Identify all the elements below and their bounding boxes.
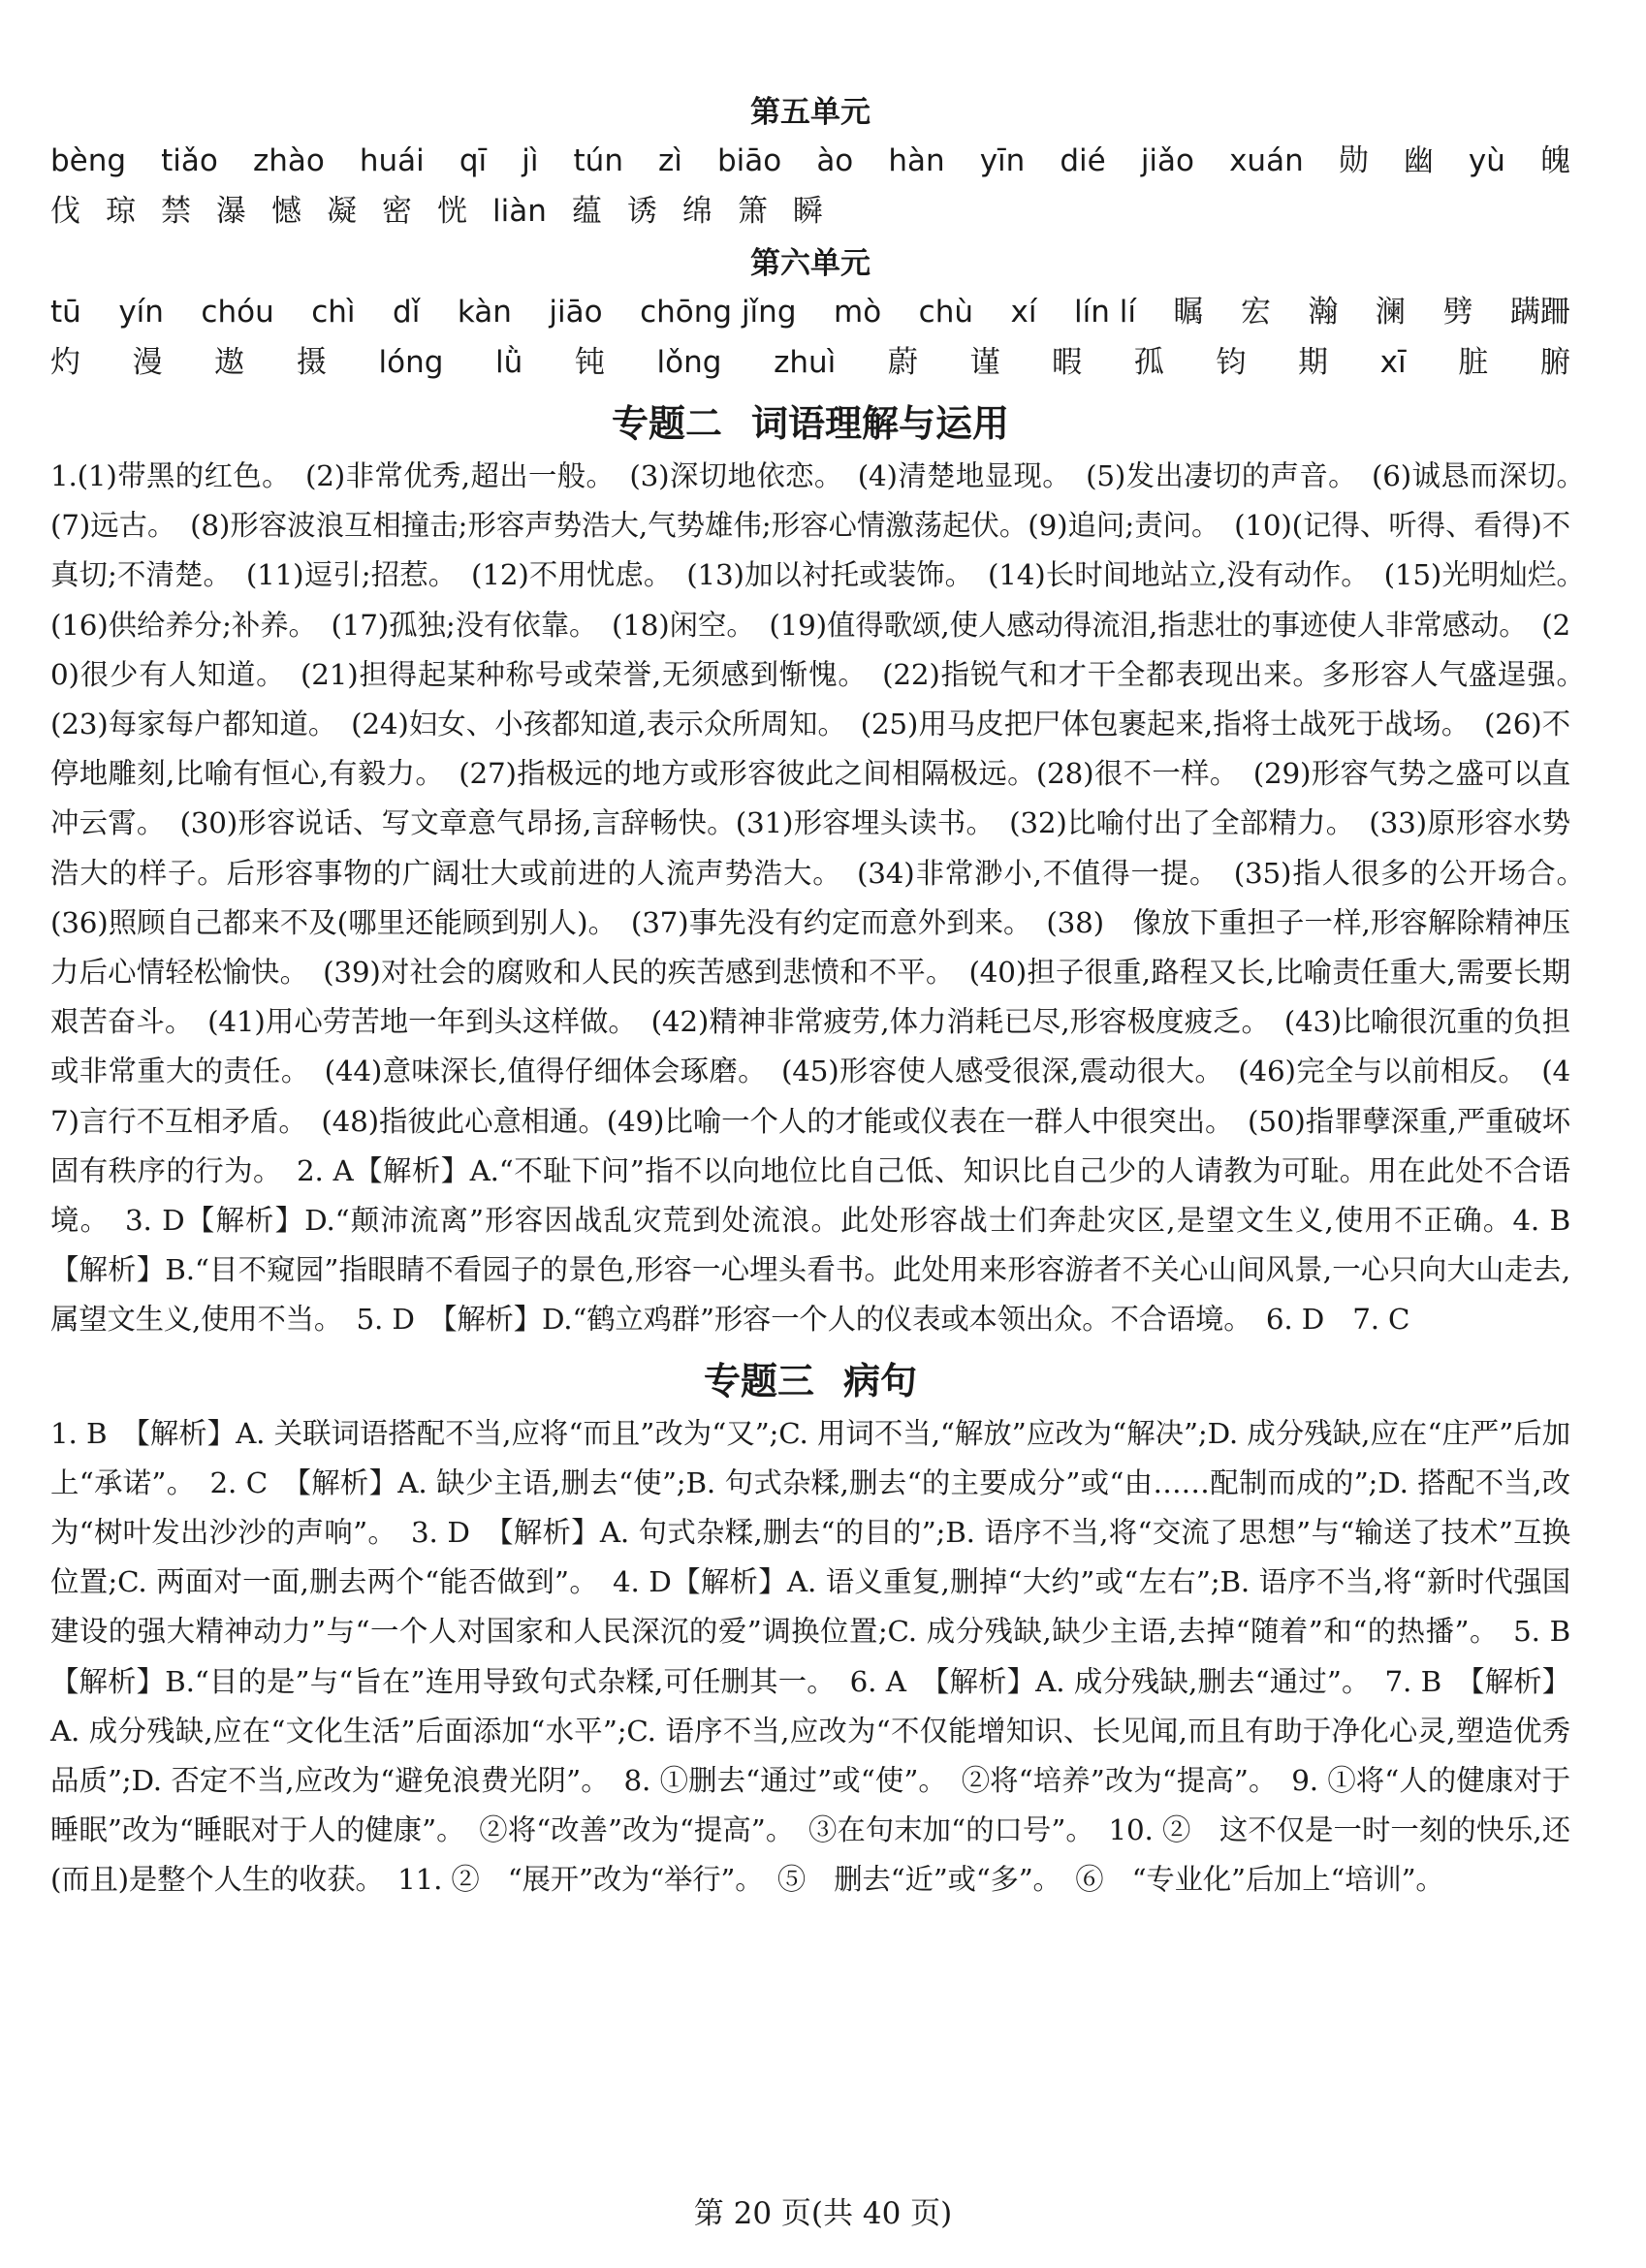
answer-word: 蕴 <box>571 194 602 229</box>
topic3-title-number: 专题三 <box>703 1358 814 1402</box>
unit5-title: 第五单元 <box>750 95 870 130</box>
answer-word: 瞩 <box>1173 295 1204 330</box>
answer-word: biāo <box>716 143 782 178</box>
answer-word: 孤 <box>1133 345 1164 380</box>
answer-word: hàn <box>888 143 945 178</box>
answer-word: kàn <box>457 295 512 330</box>
answer-word: yīn <box>979 143 1026 178</box>
answer-word: 钧 <box>1216 345 1247 380</box>
answer-word: huái <box>359 143 425 178</box>
answer-word: 灼 <box>50 345 80 380</box>
answer-word: chì <box>311 295 356 330</box>
answer-word: zhuì <box>774 345 837 380</box>
answer-word: 脏 <box>1458 345 1489 380</box>
answer-word: tū <box>50 295 81 330</box>
unit5-row1 <box>50 136 1570 186</box>
answer-word: xí <box>1010 295 1037 330</box>
topic2-title-number: 专题二 <box>611 401 722 445</box>
answer-word: lǜ <box>495 345 523 380</box>
answer-word: 伐 <box>50 194 80 229</box>
answer-word: 劈 <box>1442 295 1473 330</box>
answer-word: 幽 <box>1403 143 1434 178</box>
answer-word: qī <box>459 143 488 178</box>
answer-word: lín lí <box>1073 295 1136 330</box>
answer-word: yù <box>1468 143 1505 178</box>
unit5-row2 <box>50 186 1570 236</box>
answer-word: 暇 <box>1052 345 1083 380</box>
answer-word: 瀚 <box>1308 295 1339 330</box>
answer-word: 魄 <box>1539 143 1570 178</box>
answer-word: 恍 <box>437 194 467 229</box>
unit6-row1 <box>50 287 1570 337</box>
answer-word: dǐ <box>393 295 421 330</box>
answer-word: lóng <box>378 345 444 380</box>
topic3-answers: 1. B 【解析】A. 关联词语搭配不当,应将“而且”改为“又”;C. 用词不当,“解放”应改为“解决”;D. 成分残缺,应在“庄严”后加上“承诺”。 2. C 【解析】A. 缺少主语,删去“使”;B. 句式杂糅,删去“的主要成分”或“由……配制而成的”;D. 搭配不当,改为“树叶发出沙沙的声响”。 3. D 【解析】A. 句式杂糅,删去“的目的”;B. 语序不当,将“交流了思想”与“输送了技术”互换位置;C. 两面对一面,删去两个“能否做到”。 4. D【解析】A. 语义重复,删掉“大约”或“左右”;B. 语序不当,将“新时代强国建设的强大精神动力”与“一个人对国家和人民深沉的爱”调换位置;C. 成分残缺,缺少主语,去掉“随着”和“的热播”。 5. B 【解析】B.“目的是”与“旨在”连用导致句式杂糅,可任删其一。 6. A 【解析】A. 成分残缺,删去“通过”。 7. B 【解析】A. 成分残缺,应在“文化生活”后面添加“水平”;C. 语序不当,应改为“不仅能增知识、长见闻,而且有助于净化心灵,塑造优秀品质”;D. 否定不当,应改为“避免浪费光阴”。 8. ①删去“通过”或“使”。 ②将“培养”改为“提高”。 9. ①将“人的健康对于睡眠”改为“睡眠对于人的健康”。 ②将“改善”改为“提高”。 ③在句末加“的口号”。 10. ② 这不仅是一时一刻的快乐,还(而且)是整个人生的收获。 11. ② “展开”改为“举行”。 ⑤ 删去“近”或“多”。 ⑥ “专业化”后加上“培训”。 <box>50 1416 1599 1897</box>
answer-word: liàn <box>492 194 547 229</box>
answer-word: jì <box>522 143 539 178</box>
answer-word: 期 <box>1298 345 1329 380</box>
topic3-title-text: 病句 <box>843 1358 918 1402</box>
answer-word: 澜 <box>1375 295 1406 330</box>
answer-word: 蹒跚 <box>1509 295 1570 330</box>
answer-word: yín <box>118 295 164 330</box>
answer-word: 诱 <box>626 194 657 229</box>
answer-word: bèng <box>50 143 127 178</box>
answer-word: 勋 <box>1338 143 1369 178</box>
answer-word: zì <box>658 143 682 178</box>
answer-word: 蔚 <box>887 345 918 380</box>
answer-word: chōng jǐng <box>640 295 797 330</box>
unit6-row2 <box>50 337 1570 388</box>
page-number-footer: 第 20 页(共 40 页) <box>693 2196 953 2231</box>
answer-word: 密 <box>382 194 412 229</box>
answer-word: xī <box>1379 345 1407 380</box>
answer-word: 宏 <box>1240 295 1271 330</box>
answer-word: dié <box>1060 143 1106 178</box>
answer-word: 凝 <box>327 194 357 229</box>
answer-word: 瀑 <box>216 194 246 229</box>
answer-word: mò <box>834 295 882 330</box>
answer-word: 漫 <box>132 345 163 380</box>
answer-word: 禁 <box>161 194 191 229</box>
answer-word: 腑 <box>1539 345 1570 380</box>
answer-word: jiāo <box>549 295 603 330</box>
answer-word: tiǎo <box>161 143 218 178</box>
topic2-answers: 1.(1)带黑的红色。 (2)非常优秀,超出一般。 (3)深切地依恋。 (4)清楚地显现。 (5)发出凄切的声音。 (6)诚恳而深切。 (7)远古。 (8)形容波浪互相撞击;形容声势浩大,气势雄伟;形容心情激荡起伏。(9)追问;责问。 (10)(记得、听得、看得)不真切;不清楚。 (11)逗引;招惹。 (12)不用忧虑。 (13)加以衬托或装饰。 (14)长时间地站立,没有动作。 (15)光明灿烂。 (16)供给养分;补养。 (17)孤独;没有依靠。 (18)闲空。 (19)值得歌颂,使人感动得流泪,指悲壮的事迹使人非常感动。 (20)很少有人知道。 (21)担得起某种称号或荣誉,无须感到惭愧。 (22)指锐气和才干全都表现出来。多形容人气盛逞强。 (23)每家每户都知道。 (24)妇女、小孩都知道,表示众所周知。 (25)用马皮把尸体包裹起来,指将士战死于战场。 (26)不停地雕刻,比喻有恒心,有毅力。 (27)指极远的地方或形容彼此之间相隔极远。(28)很不一样。 (29)形容气势之盛可以直冲云霄。 (30)形容说话、写文章意气昂扬,言辞畅快。(31)形容埋头读书。 (32)比喻付出了全部精力。 (33)原形容水势浩大的样子。后形容事物的广阔壮大或前进的人流声势浩大。 (34)非常渺小,不值得一提。 (35)指人很多的公开场合。 (36)照顾自己都来不及(哪里还能顾到别人)。 (37)事先没有约定而意外到来。 (38) 像放下重担子一样,形容解除精神压力后心情轻松愉快。 (39)对社会的腐败和人民的疾苦感到悲愤和不平。 (40)担子很重,路程又长,比喻责任重大,需要长期艰苦奋斗。 (41)用心劳苦地一年到头这样做。 (42)精神非常疲劳,体力消耗已尽,形容极度疲乏。 (43)比喻很沉重的负担或非常重大的责任。 (44)意味深长,值得仔细体会琢磨。 (45)形容使人感受很深,震动很大。 (46)完全与以前相反。 (47)言行不互相矛盾。 (48)指彼此心意相通。(49)比喻一个人的才能或仪表在一群人中很突出。 (50)指罪孽深重,严重破坏固有秩序的行为。 2. A【解析】A.“不耻下问”指不以向地位比自己低、知识比自己少的人请教为可耻。用在此处不合语境。 3. D【解析】D.“颠沛流离”形容因战乱灾荒到处流浪。此处形容战士们奔赴灾区,是望文生义,使用不正确。4. B 【解析】B.“目不窥园”指眼睛不看园子的景色,形容一心埋头看书。此处用来形容游者不关心山间风景,一心只向大山走去,属望文生义,使用不当。 5. D 【解析】D.“鹤立鸡群”形容一个人的仪表或本领出众。不合语境。 6. D 7. C <box>50 459 1599 1337</box>
answer-word: chóu <box>201 295 274 330</box>
answer-word: 箫 <box>737 194 768 229</box>
topic2-title <box>50 395 1570 452</box>
answer-word: jiǎo <box>1140 143 1195 178</box>
answer-word: ào <box>816 143 854 178</box>
answer-word: 憾 <box>271 194 301 229</box>
answer-word: zhào <box>252 143 325 178</box>
answer-word: 遨 <box>214 345 245 380</box>
answer-word: 绵 <box>681 194 712 229</box>
answer-word: 钝 <box>574 345 605 380</box>
answer-word: chù <box>918 295 974 330</box>
answer-word: tún <box>573 143 623 178</box>
topic2-title-text: 词语理解与运用 <box>751 401 1010 445</box>
answer-word: xuán <box>1229 143 1304 178</box>
answer-word: 谨 <box>969 345 1000 380</box>
topic3-title <box>50 1353 1570 1409</box>
answer-word: 琼 <box>106 194 136 229</box>
answer-word: 瞬 <box>792 194 823 229</box>
answer-word: lǒng <box>656 345 722 380</box>
answer-word: 摄 <box>296 345 327 380</box>
unit6-title: 第六单元 <box>750 246 870 281</box>
